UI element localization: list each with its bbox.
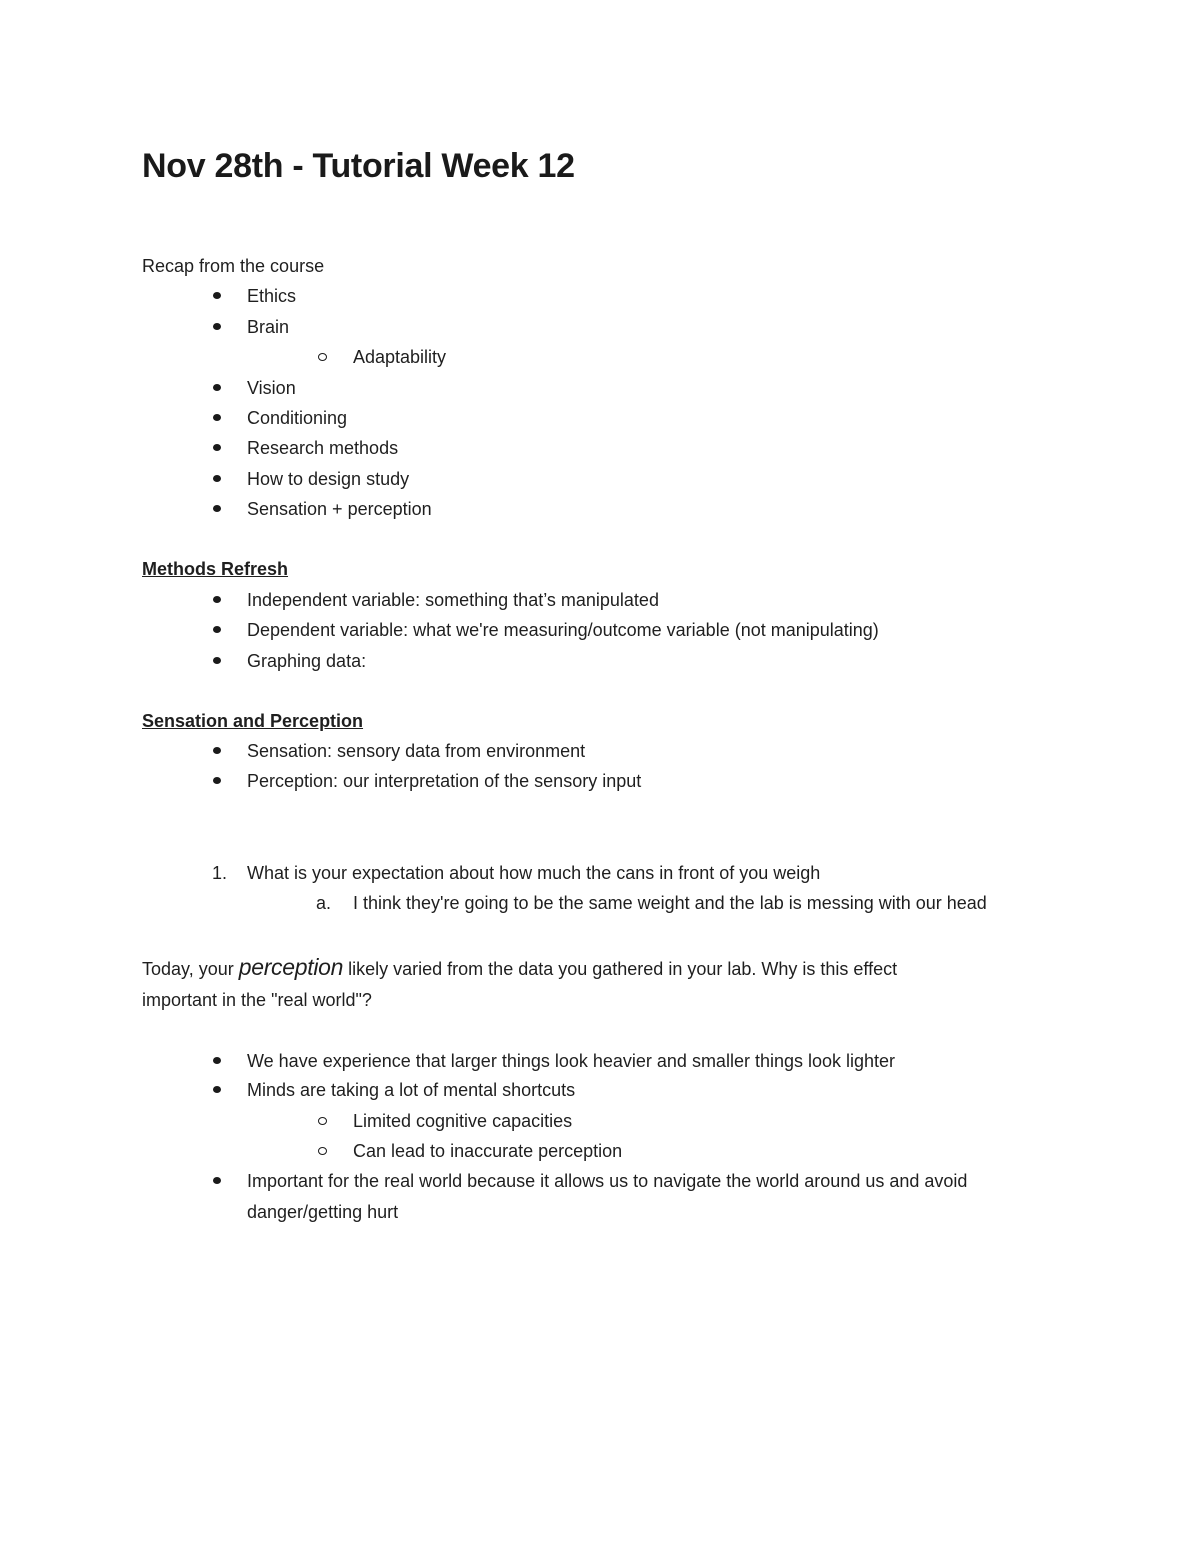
bullet-icon bbox=[213, 292, 221, 299]
section-heading-sensation: Sensation and Perception bbox=[142, 711, 364, 731]
recap-intro: Recap from the course bbox=[142, 256, 325, 276]
list-item: We have experience that larger things look heavier and smaller things look lighter bbox=[247, 1051, 896, 1071]
bullet-icon bbox=[213, 1177, 221, 1184]
bullet-icon bbox=[213, 777, 221, 784]
list-item: Vision bbox=[247, 378, 296, 398]
bullet-icon bbox=[213, 384, 221, 391]
list-item: Important for the real world because it allows us to navigate the world around us and avoid bbox=[247, 1171, 968, 1191]
paragraph-line: important in the "real world"? bbox=[142, 990, 372, 1010]
list-item: Independent variable: something that’s manipulated bbox=[247, 590, 659, 610]
page-title: Nov 28th - Tutorial Week 12 bbox=[142, 147, 575, 185]
bullet-icon bbox=[213, 1086, 221, 1093]
bullet-icon bbox=[213, 505, 221, 512]
bullet-icon bbox=[213, 596, 221, 603]
list-item: Ethics bbox=[247, 286, 297, 306]
bullet-icon bbox=[213, 626, 221, 633]
list-item: Dependent variable: what we're measuring/outcome variable (not manipulating) bbox=[247, 620, 879, 640]
circle-bullet-icon bbox=[318, 353, 327, 361]
list-letter: a. bbox=[316, 893, 332, 913]
bullet-icon bbox=[213, 747, 221, 754]
bullet-icon bbox=[213, 1057, 221, 1064]
list-subitem: Can lead to inaccurate perception bbox=[353, 1141, 623, 1161]
answer-text: I think they're going to be the same weight and the lab is messing with our head bbox=[353, 893, 987, 913]
list-item: Sensation: sensory data from environment bbox=[247, 741, 586, 761]
section-heading-methods: Methods Refresh bbox=[142, 559, 289, 579]
list-item: Conditioning bbox=[247, 408, 348, 428]
question-text: What is your expectation about how much the cans in front of you weigh bbox=[247, 863, 821, 883]
paragraph-line bbox=[142, 955, 897, 981]
bullet-icon bbox=[213, 475, 221, 482]
circle-bullet-icon bbox=[318, 1117, 327, 1125]
circle-bullet-icon bbox=[318, 1147, 327, 1155]
list-item: Minds are taking a lot of mental shortcuts bbox=[247, 1080, 576, 1100]
list-item: Graphing data: bbox=[247, 651, 367, 671]
list-subitem: Adaptability bbox=[353, 347, 447, 367]
emphasized-word: perception bbox=[238, 954, 344, 980]
list-item: Sensation + perception bbox=[247, 499, 432, 519]
bullet-icon bbox=[213, 414, 221, 421]
list-item: Perception: our interpretation of the sensory input bbox=[247, 771, 642, 791]
bullet-icon bbox=[213, 444, 221, 451]
list-item: How to design study bbox=[247, 469, 410, 489]
list-item-continuation: danger/getting hurt bbox=[247, 1202, 399, 1222]
list-subitem: Limited cognitive capacities bbox=[353, 1111, 573, 1131]
list-item: Research methods bbox=[247, 438, 399, 458]
bullet-icon bbox=[213, 323, 221, 330]
list-number: 1. bbox=[212, 863, 228, 883]
paragraph-text: Today, your bbox=[142, 959, 239, 979]
bullet-icon bbox=[213, 657, 221, 664]
list-item: Brain bbox=[247, 317, 290, 337]
paragraph-text: likely varied from the data you gathered in your lab. Why is this effect bbox=[343, 959, 898, 979]
